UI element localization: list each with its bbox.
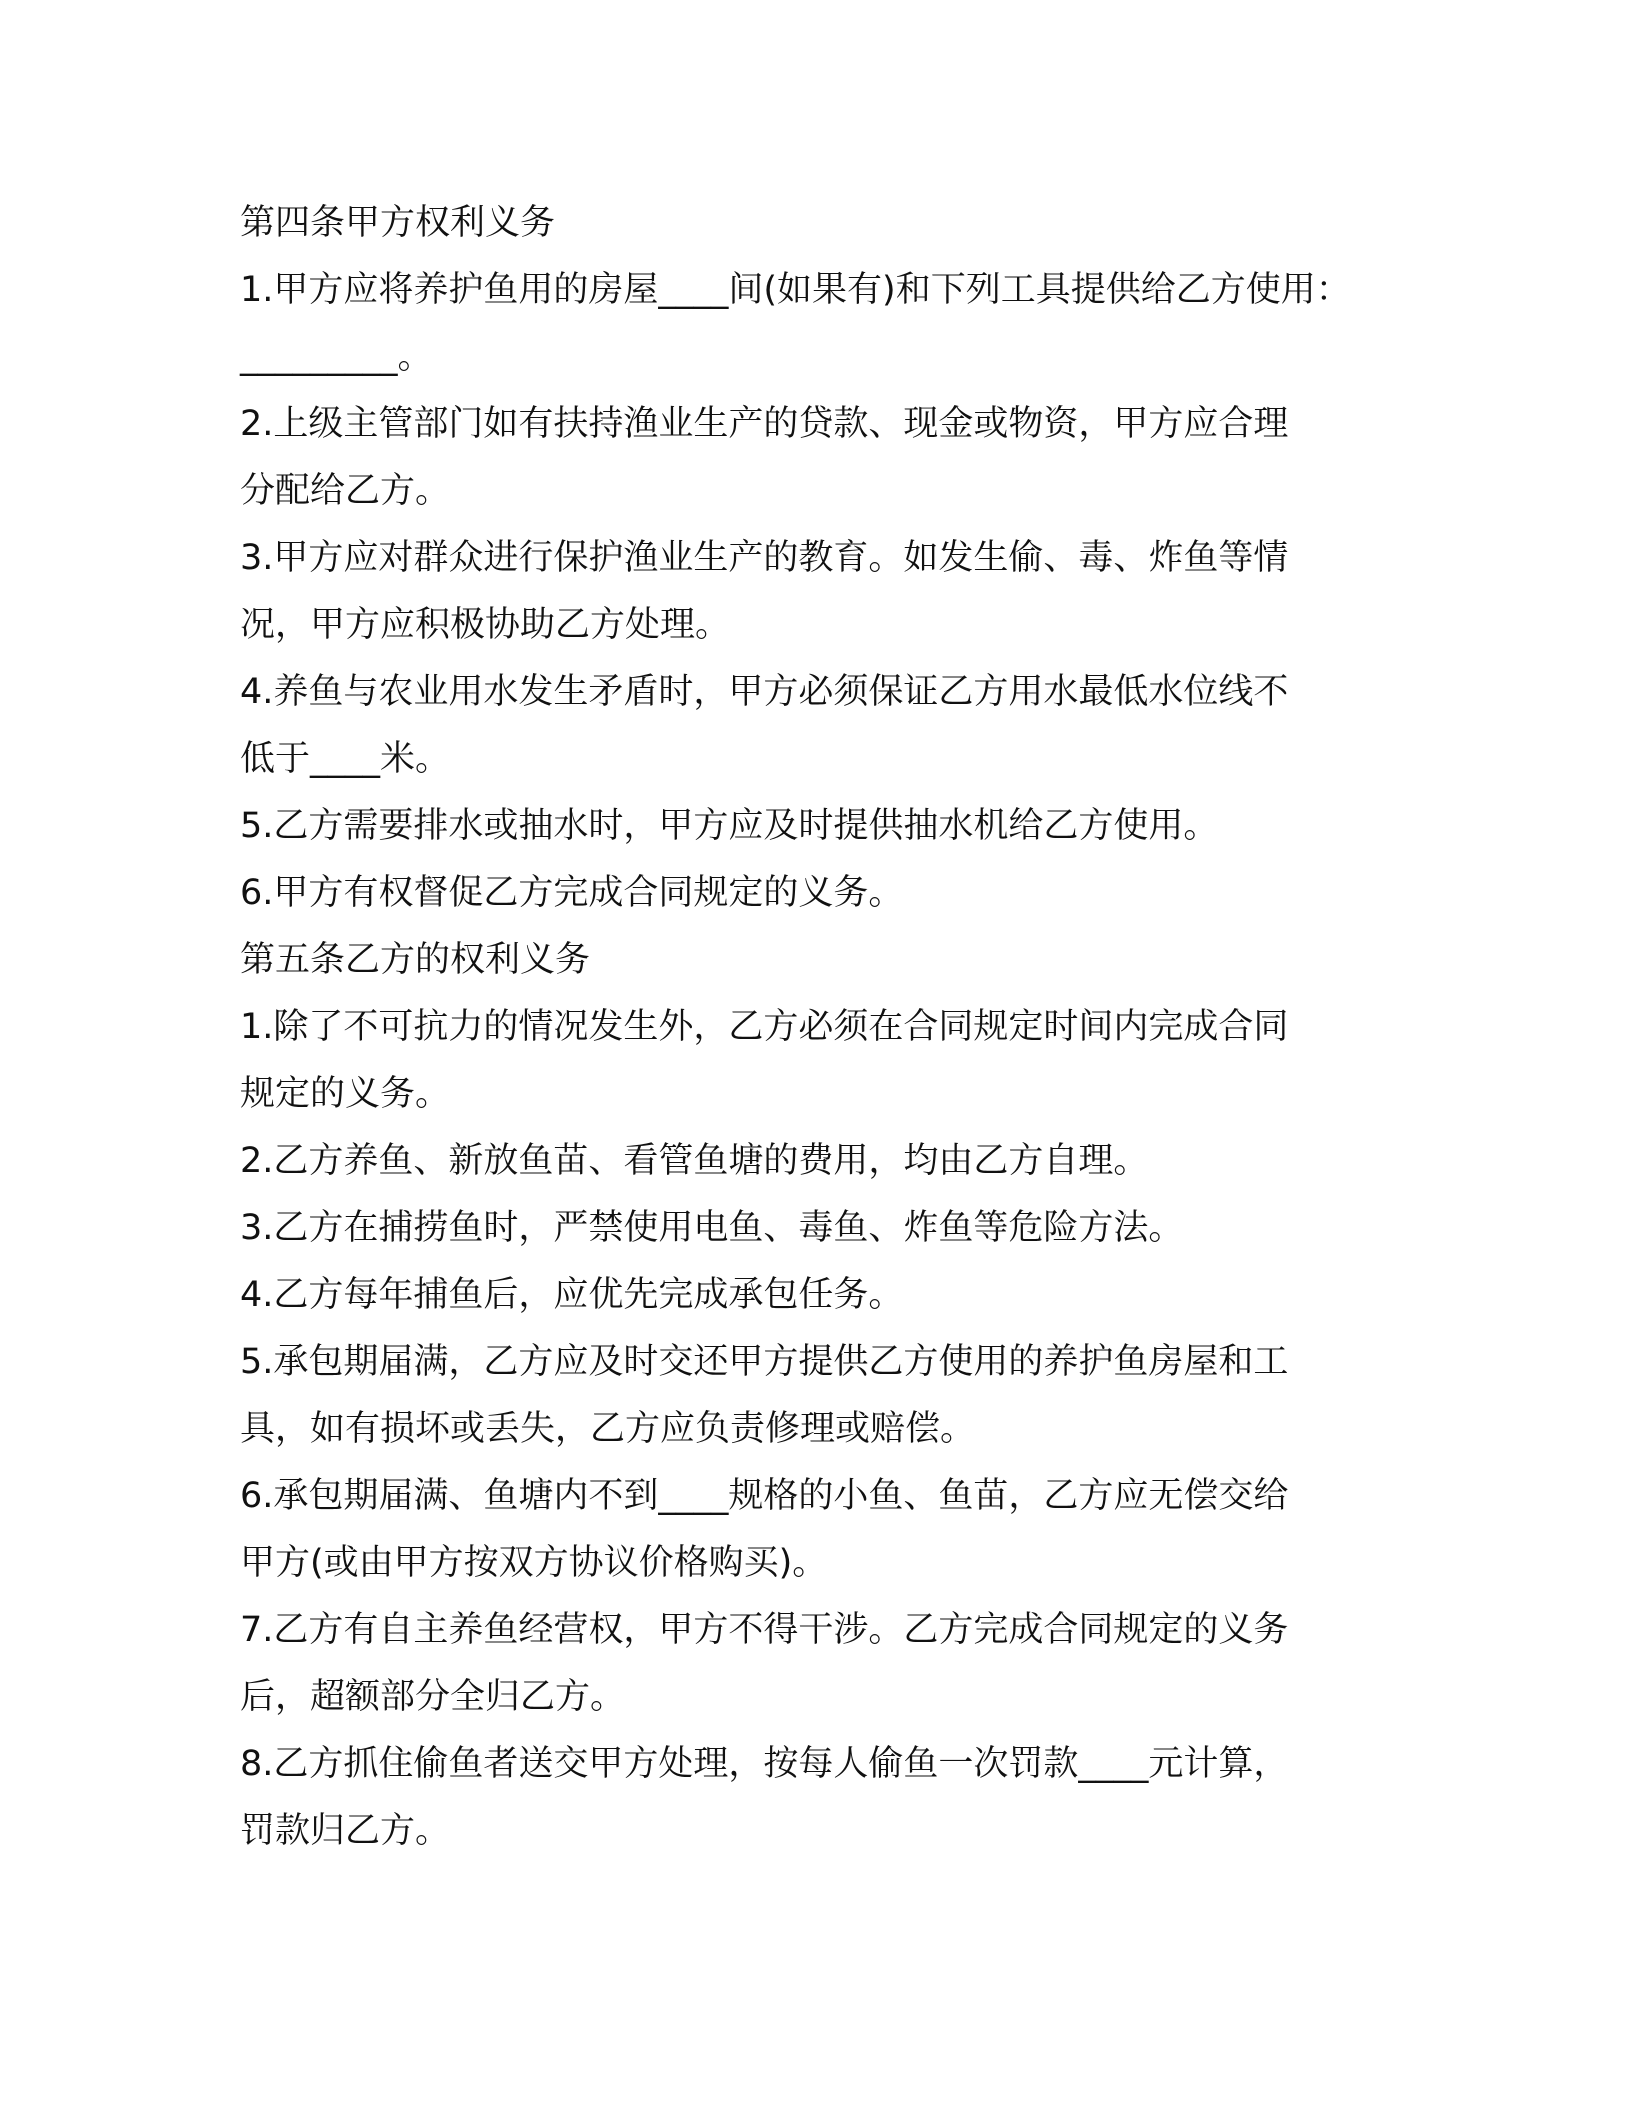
text-line: 1.甲方应将养护鱼用的房屋____间(如果有)和下列工具提供给乙方使用：: [240, 270, 1351, 310]
text-line: 低于____米。: [240, 739, 451, 779]
text-line: 2.上级主管部门如有扶持渔业生产的贷款、现金或物资，甲方应合理: [240, 404, 1289, 444]
text-line: 甲方(或由甲方按双方协议价格购买)。: [240, 1543, 828, 1583]
document-body: [240, 190, 1420, 1865]
text-line: 4.乙方每年捕鱼后，应优先完成承包任务。: [240, 1275, 904, 1315]
text-line: 7.乙方有自主养鱼经营权，甲方不得干涉。乙方完成合同规定的义务: [240, 1610, 1289, 1650]
text-line: 4.养鱼与农业用水发生矛盾时，甲方必须保证乙方用水最低水位线不: [240, 672, 1289, 712]
text-line: 8.乙方抓住偷鱼者送交甲方处理，按每人偷鱼一次罚款____元计算，: [240, 1744, 1289, 1784]
section-heading-article-4: 第四条甲方权利义务: [240, 203, 556, 243]
text-line: 6.甲方有权督促乙方完成合同规定的义务。: [240, 873, 904, 913]
text-line: 5.乙方需要排水或抽水时，甲方应及时提供抽水机给乙方使用。: [240, 806, 1219, 846]
text-line: 罚款归乙方。: [240, 1811, 451, 1851]
section-heading-article-5: 第五条乙方的权利义务: [240, 940, 591, 980]
text-line: 分配给乙方。: [240, 471, 451, 511]
text-line: 3.甲方应对群众进行保护渔业生产的教育。如发生偷、毒、炸鱼等情: [240, 538, 1289, 578]
text-line: 后，超额部分全归乙方。: [240, 1677, 626, 1717]
text-line: _________。: [240, 337, 433, 377]
text-line: 5.承包期届满，乙方应及时交还甲方提供乙方使用的养护鱼房屋和工: [240, 1342, 1289, 1382]
text-line: 3.乙方在捕捞鱼时，严禁使用电鱼、毒鱼、炸鱼等危险方法。: [240, 1208, 1184, 1248]
text-line: 具，如有损坏或丢失，乙方应负责修理或赔偿。: [240, 1409, 976, 1449]
text-line: 6.承包期届满、鱼塘内不到____规格的小鱼、鱼苗，乙方应无偿交给: [240, 1476, 1289, 1516]
text-line: 规定的义务。: [240, 1074, 451, 1114]
text-line: 2.乙方养鱼、新放鱼苗、看管鱼塘的费用，均由乙方自理。: [240, 1141, 1149, 1181]
text-line: 1.除了不可抗力的情况发生外，乙方必须在合同规定时间内完成合同: [240, 1007, 1289, 1047]
text-line: 况，甲方应积极协助乙方处理。: [240, 605, 731, 645]
